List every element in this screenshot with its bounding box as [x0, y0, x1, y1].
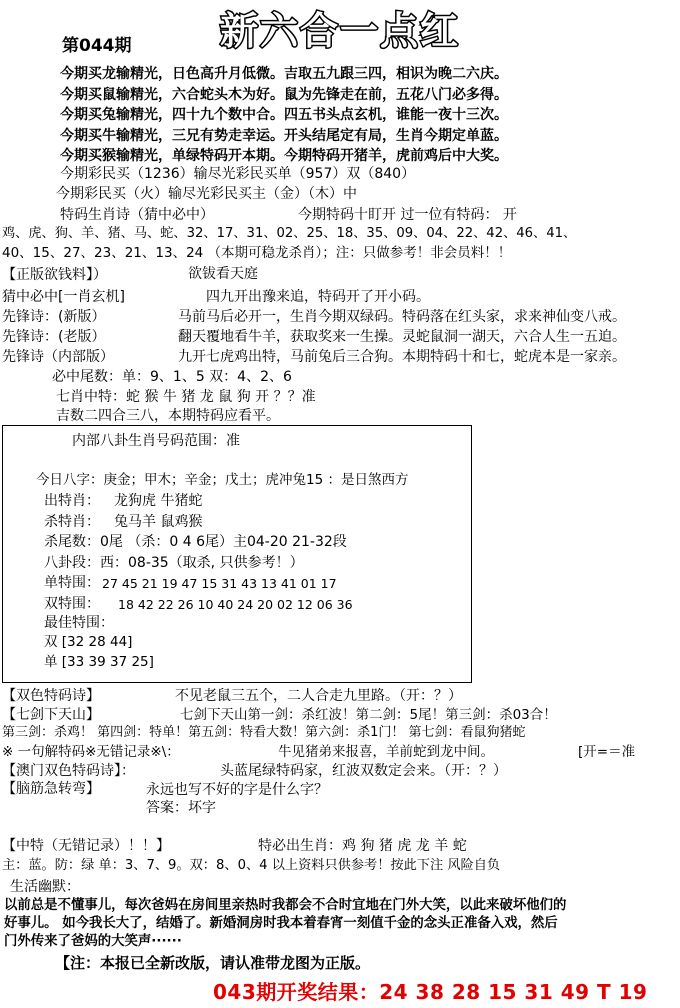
xianfeng-inner-text: 九开七虎鸡出特，马前兔后三合狗。本期特码十和七，蛇虎本是一家亲。: [178, 349, 626, 365]
zhu-line: 主：蓝。防：绿 单：3、7、9。双：8、0、4 以上资料只供参考！按此下注 风险自负: [2, 858, 501, 873]
aomen-label: 【澳门双色特码诗】：: [2, 763, 135, 779]
dan-label: 单特围：: [44, 575, 100, 591]
bazi-line: 今日八字：庚金；甲木；辛金；戊土；虎冲兔15 ：是日煞西方: [36, 472, 409, 488]
special-code-hint: 今期特码十盯开 过一位有特码： 开: [298, 207, 517, 223]
notice: 【注：本报已全新改版，请认准带龙图为正版。: [55, 954, 371, 972]
humor-label: 生活幽默：: [10, 879, 80, 895]
xianfeng-inner-label: 先锋诗（内部版）: [2, 349, 114, 365]
sha-label: 杀特肖：: [44, 514, 100, 530]
poem-line-1: 今期买龙输精光，日色高升月低微。吉取五九跟三四，相识为晚二六庆。: [60, 66, 508, 82]
yiju-text: 牛见猪弟来报喜，羊前蛇到龙中间。: [278, 744, 494, 760]
xianfeng-old-text: 翻天覆地看牛羊，获取奖来一生操。灵蛇鼠洞一湖天，六合人生一五迫。: [178, 329, 626, 345]
zhengban-label: 【正版欲钱料】）: [2, 267, 107, 283]
best-dan: 单 [33 39 37 25]: [44, 654, 154, 670]
dan-numbers: 27 45 21 19 47 15 31 43 13 41 01 17: [102, 576, 337, 591]
numbers-line-1: 鸡、虎、狗、羊、猪、马、蛇、32、17、31、02、25、18、35、09、04、22、42、46、41、: [2, 226, 577, 241]
caizhong-text: 四九开出豫来追，特码开了开小码。: [206, 289, 430, 305]
masthead-logo: [190, 4, 490, 56]
xianfeng-new-label: 先锋诗：(新版）: [2, 309, 106, 325]
humor-line-2: 好事儿。 如今我长大了，结婚了。新婚洞房时我本着春宵一刻值千金的念头正准备入戏，然后: [4, 916, 558, 931]
poem-line-6: 今期彩民买（1236）输尽光彩民买单（957）双（840）: [60, 166, 416, 182]
humor-line-1: 以前总是不懂事儿，每次爸妈在房间里亲热时我都会不合时宜地在门外大笑，以此来破坏他们的: [4, 898, 567, 913]
naojin-answer: 答案：坏字: [146, 800, 216, 816]
naojin-question: 永远也写不好的字是什么字？: [146, 782, 328, 798]
tail-numbers: 必中尾数：单：9、1、5 双：4、2、6: [52, 369, 292, 385]
best-shuang: 双 [32 28 44]: [44, 634, 133, 650]
poem-line-4: 今期买牛输精光，三兄有势走幸运。开头结尾定有局，生肖今期定单蓝。: [60, 128, 508, 144]
qijian-label: 【七剑下天山】: [2, 707, 100, 723]
shawei-line: 杀尾数：0尾 （杀：0 4 6尾）主04-20 21-32段: [44, 534, 347, 550]
aomen-text: 头蓝尾绿特码家，红波双数定会来。（开：？）: [220, 763, 507, 779]
qijian-text-2: 第三剑：杀鸡！ 第四剑：特单！第五剑：特看大数！第六剑：杀1门！ 第七剑：看鼠狗猪蛇: [2, 725, 526, 740]
zodiac-poem-label: 特码生肖诗（猜中必中）: [60, 207, 214, 223]
seven-zodiac: 七肖中特：蛇 猴 牛 猪 龙 鼠 狗 开 ？？准: [56, 389, 316, 405]
shuangse-text: 不见老鼠三五个，二人合走九里路。（开：？）: [175, 688, 462, 704]
humor-line-3: 门外传来了爸妈的大笑声······: [4, 934, 182, 949]
chu-label: 出特肖：: [44, 493, 100, 509]
logo-text: 新六合一点红: [219, 9, 461, 53]
zhongte-label: 【中特（无错记录）！！】: [2, 838, 170, 854]
box-title: 内部八卦生肖号码范围：准: [72, 433, 240, 449]
xianfeng-old-label: 先锋诗：(老版）: [2, 329, 106, 345]
chu-value: 龙狗虎 牛猪蛇: [114, 493, 203, 509]
numbers-line-2: 40、15、27、23、21、13、24 （本期可稳龙杀肖）；注：只做参考！非会员料！！: [2, 245, 512, 261]
yiju-right: [开=＝准: [578, 744, 636, 760]
poem-line-2: 今期买鼠输精光，六合蛇头木为好。鼠为先锋走在前，五花八门必多得。: [60, 87, 508, 103]
qijian-text-1: 七剑下天山第一剑：杀红波！第二剑：5尾！第三剑：杀03合！: [180, 707, 557, 723]
zhengban-text: 欲钹看天庭: [188, 266, 258, 282]
caizhong-label: 猜中必中[一肖玄机]: [2, 289, 125, 305]
poem-line-3: 今期买兔输精光，四十九个数中合。四五书头点玄机，谁能一夜十三次。: [60, 107, 508, 123]
zhongte-text: 特必出生肖：鸡 狗 猪 虎 龙 羊 蛇: [258, 838, 467, 854]
yiju-label: ※ 一句解特码※无错记录※\：: [2, 744, 180, 760]
best-label: 最佳特围：: [44, 615, 114, 631]
draw-result: 043期开奖结果：24 38 28 15 31 49 T 19: [213, 980, 648, 1004]
bagua-line: 八卦段：西：08-35（取杀, 只供参考！）: [44, 555, 304, 571]
shuangse-label: 【双色特码诗】: [2, 688, 100, 704]
naojin-label: 【脑筋急转弯】: [2, 781, 100, 797]
issue-number: 第044期: [62, 36, 132, 56]
poem-line-5: 今期买猴输精光，单绿特码开本期。今期特码开猪羊，虎前鸡后中大奖。: [60, 148, 508, 164]
poem-line-7: 今期彩民买（火）输尽光彩民买主（金）（木）中: [56, 186, 357, 202]
shuang-numbers: 18 42 22 26 10 40 24 20 02 12 06 36: [118, 597, 353, 612]
sha-value: 兔马羊 鼠鸡猴: [114, 514, 203, 530]
shuang-label: 双特围：: [44, 596, 100, 612]
xianfeng-new-text: 马前马后必开一，生肖今期双绿码。特码落在红头家，求来神仙变八戒。: [178, 309, 626, 325]
lucky-numbers: 吉数二四合三八，本期特码应看平。: [56, 408, 280, 424]
